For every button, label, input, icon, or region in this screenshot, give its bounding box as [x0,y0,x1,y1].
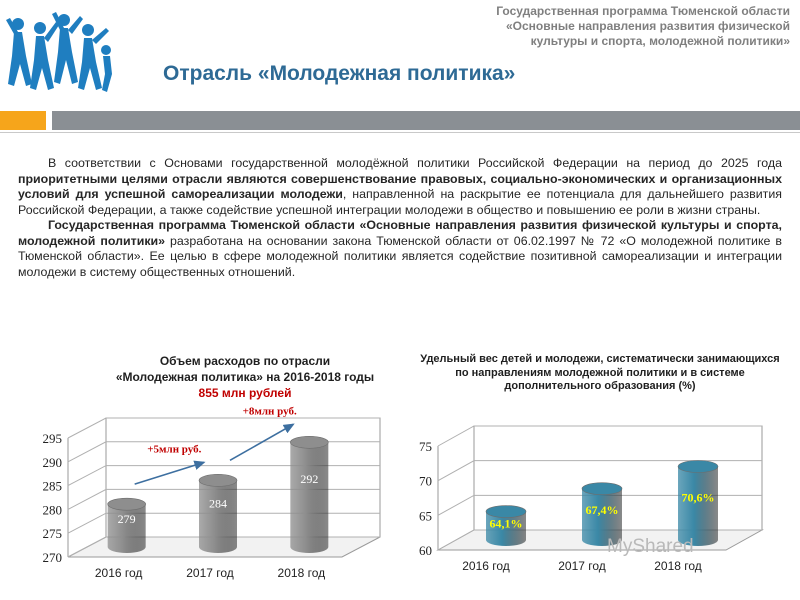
chart2-bar-top [678,461,718,473]
chart2-data-label: 67,4% [585,503,619,518]
p1-text-end: , направленной на раскрытие ее потенциала для дальнейшего развития Российской Федерации, а также содействие успешной интеграции молодежи в общество и повышению ее роли в жизни страны. [18,187,782,217]
chart2-x-tick-label: 2018 год [654,559,702,573]
chart1-data-label: 292 [300,471,319,486]
chart2-bar [678,467,718,546]
chart1-y-tick-label: 270 [42,550,62,565]
chart1-title-line2: «Молодежная политика» на 2016-2018 годы [115,370,375,384]
chart1-data-label: 279 [117,512,136,527]
chart2-y-tick-label: 75 [419,439,432,454]
chart1-title-line1: Объем расходов по отрасли [159,354,331,368]
chart2-y-tick-label: 60 [419,543,432,558]
chart1-annotation: +8млн руб. [242,405,297,418]
chart2-data-label: 70,6% [681,490,715,505]
chart1-x-tick-label: 2017 год [186,566,234,580]
chart2-gridline [438,426,762,446]
program-line-2: «Основные направления развития физической [505,19,790,33]
chart1-y-tick-label: 275 [42,526,62,542]
chart2-x-tick-label: 2016 год [462,559,510,573]
chart1-y-tick-label: 280 [42,502,62,518]
p1-text: В соответствии с Основами государственной молодёжной политики Российской Федерации на период до 2025 года [48,156,782,170]
chart2-y-tick-label: 65 [419,508,432,524]
program-line-1: Государственная программа Тюменской области [496,4,790,18]
chart2-y-tick-label: 70 [419,473,432,489]
chart1-annotation: +5млн руб. [147,443,202,456]
p1-bold: приоритетными целями отрасли являются совершенствование правовых, социально-экономических и организационных условий для успешной самореализации молодежи [18,171,782,201]
chart1-data-label: 284 [209,496,227,511]
chart1-y-tick-label: 285 [42,478,62,494]
p2-bold: Государственная программа Тюменской области «Основные направления развития физической культуры и спорта, молодежной политики» [18,218,782,248]
chart2-title: Удельный вес детей и молодежи, систематически занимающихся по направлениям молодежной политики и в системе дополнительного образования (%) [420,353,780,392]
chart1-x-tick-label: 2018 год [277,566,326,580]
chart1-subtitle: 855 млн рублей [198,386,292,400]
chart2-x-tick-label: 2017 год [558,559,606,573]
chart1-y-tick-label: 290 [42,454,62,470]
chart2-data-label: 64,1% [489,516,523,531]
program-line-3: культуры и спорта, молодежной политики» [530,34,790,48]
page-title: Отрасль «Молодежная политика» [163,62,516,85]
chart2-bar-top [582,483,622,495]
p2-text: разработана на основании закона Тюменской области от 06.02.1997 № 72 «О молодежной политике в Тюменской области». Ее целью в сфере молодежной политики является содействие позитивной самореализации и интеграции молодежи в систему общественных отношений. [18,233,782,279]
chart1-x-tick-label: 2016 год [94,566,143,580]
watermark: MyShared [607,536,694,557]
chart1-y-tick-label: 295 [42,431,62,446]
